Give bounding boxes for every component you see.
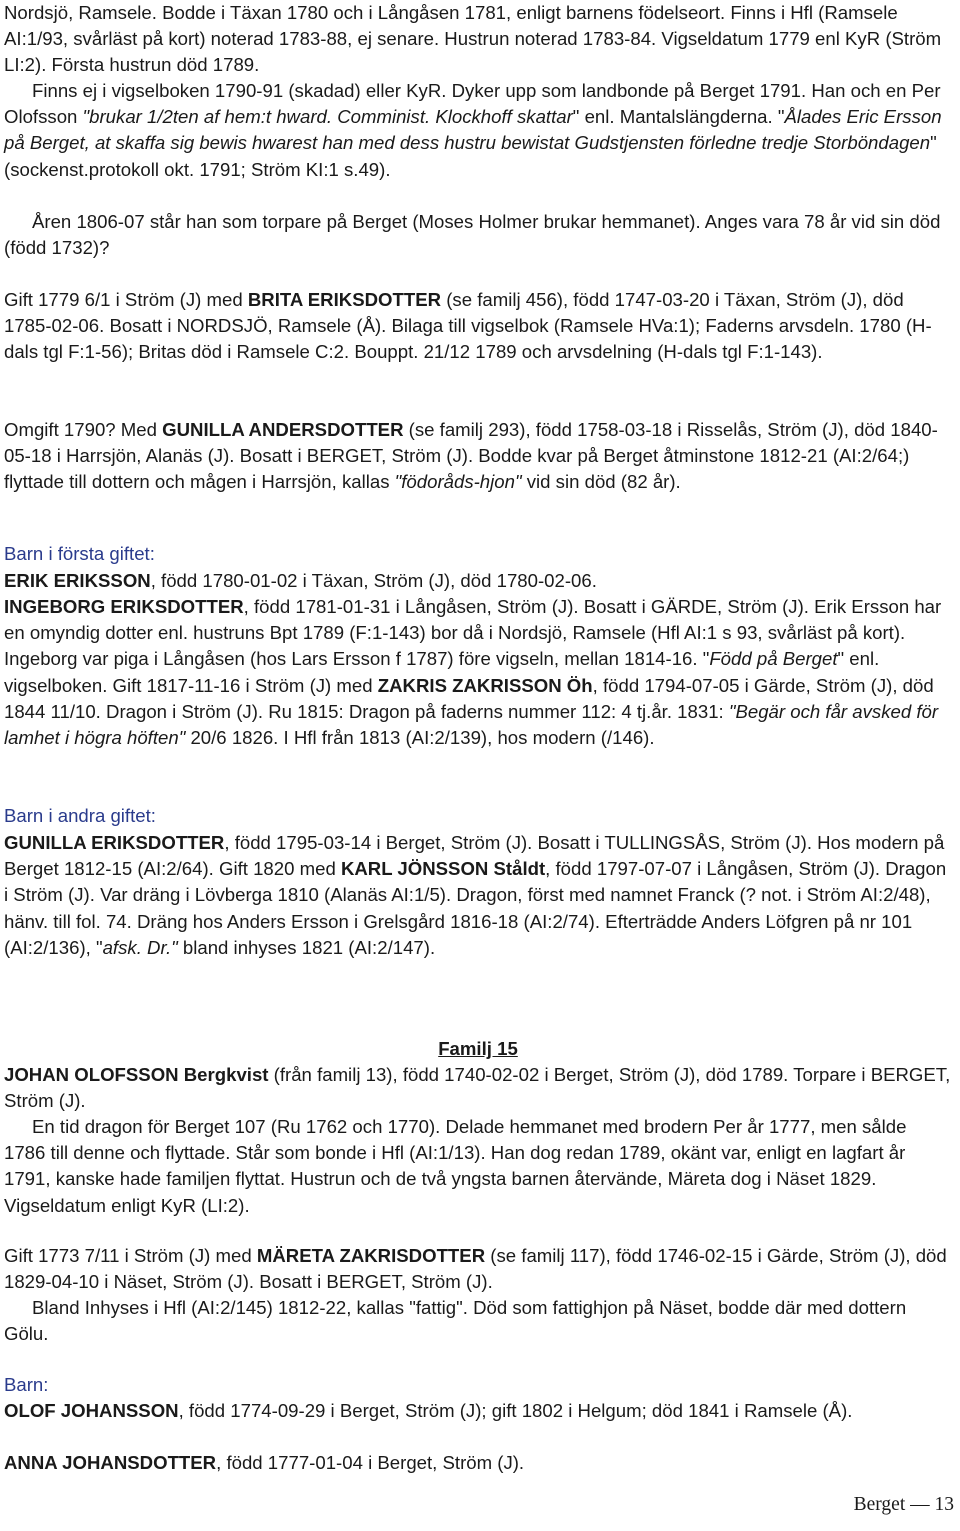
quote: "Begär och får avsked för lamhet i högra höften" <box>4 700 939 749</box>
person-name: MÄRETA ZAKRISDOTTER <box>256 1245 486 1266</box>
text: , född 1797-07-07 i Långåsen, Ström (J). Dragon i Ström (J). Var dräng i Lövberga 1810 (Alanäs AI:1/5). Dragon, först med namnet Franck (? not. i Ström AI:2/48), hänv. till fol. 74. Dräng hos Anders Ersson i Grelsgård 1816-18 (AI:2/74). Efterträdde Anders Löfgren på nr 101 (AI:2/136), " <box>4 858 947 958</box>
text: , född 1777-01-04 i Berget, Ström (J). <box>216 1452 525 1473</box>
text: Barn: <box>4 1374 49 1395</box>
person-name: ANNA JOHANSDOTTER <box>4 1452 217 1473</box>
person-name: GUNILLA ANDERSDOTTER <box>162 419 404 440</box>
text: Bland Inhyses i Hfl (AI:2/145) 1812-22, kallas "fattig". Död som fattighjon på Näset, bodde där med dottern Gölu. <box>4 1297 907 1345</box>
paragraph-gift-1779 <box>4 287 952 366</box>
text: (från familj 13), född 1740-02-02 i Berget, Ström (J), död 1789. Torpare i BERGET, Ström (J). <box>4 1064 951 1112</box>
child-gunilla-eriksdotter <box>4 830 952 961</box>
text: Omgift 1790? Med <box>4 419 163 440</box>
text: , född 1794-07-05 i Gärde, Ström (J), död 1844 11/10. Dragon i Ström (J). Ru 1815: Dragon på faderns nummer 112: 4 tj.år. 1831: <box>4 674 934 722</box>
paragraph-nordsjo <box>4 0 952 79</box>
quote: "brukar 1/2ten af hem:t hward. Comminist. Klockhoff skattar <box>82 106 573 128</box>
paragraph-omgift-1790 <box>4 417 952 496</box>
person-name: INGEBORG ERIKSDOTTER <box>4 596 244 617</box>
quote: "födoråds-hjon" <box>394 471 522 493</box>
paragraph-dragon-berget <box>4 1114 952 1219</box>
person-name: ZAKRIS ZAKRISSON Öh <box>377 674 593 696</box>
text: bland inhyses 1821 (AI:2/147). <box>177 936 436 958</box>
person-name: GUNILLA ERIKSDOTTER <box>4 832 225 853</box>
paragraph-berget-1791 <box>4 78 952 183</box>
text: Barn i första giftet: <box>4 543 155 564</box>
child-erik-eriksson <box>4 568 952 594</box>
text: " enl. Mantalslängderna. " <box>572 106 785 128</box>
paragraph-torpare <box>4 209 952 261</box>
child-anna-johansdotter <box>4 1450 952 1476</box>
label-barn-forsta-giftet <box>4 541 952 567</box>
text: Finns ej i vigselboken 1790-91 (skadad) eller KyR. Dyker upp som landbonde på Berget 1791. Han och en Per Olofsson <box>4 80 941 128</box>
text: Gift 1779 6/1 i Ström (J) med <box>4 289 248 310</box>
text: vid sin död (82 år). <box>521 471 681 493</box>
text: (se familj 117), född 1746-02-15 i Gärde, Ström (J), död 1829-04-10 i Näset, Ström (J). Bosatt i BERGET, Ström (J). <box>4 1245 947 1293</box>
quote: Ålades Eric Ersson på Berget, at skaffa sig bewis hwarest han med dess hustru bewistat Gudstjensten förledne tredje Storböndagen <box>4 106 942 154</box>
person-name: JOHAN OLOFSSON Bergkvist <box>4 1064 269 1085</box>
label-barn <box>4 1372 952 1398</box>
child-ingeborg-eriksdotter <box>4 594 952 751</box>
person-name: OLOF JOHANSSON <box>4 1400 179 1421</box>
text: , född 1780-01-02 i Täxan, Ström (J), död 1780-02-06. <box>150 570 597 591</box>
person-name: KARL JÖNSSON Ståldt <box>340 858 546 880</box>
text: , född 1774-09-29 i Berget, Ström (J); gift 1802 i Helgum; död 1841 i Ramsele (Å). <box>178 1400 853 1421</box>
text: Barn i andra giftet: <box>4 805 156 826</box>
text: (se familj 293), född 1758-03-18 i Risselås, Ström (J), död 1840-05-18 i Harrsjön, Alanäs (J). Bosatt i BERGET, Ström (J). Bodde kvar på Berget åtminstone 1812-21 (AI:2/64;) flyttade till dottern och mågen i Harrsjön, kallas <box>4 419 938 493</box>
paragraph-johan-olofsson <box>4 1062 952 1114</box>
text: Nordsjö, Ramsele. Bodde i Täxan 1780 och i Långåsen 1781, enligt barnens födelseort. Finns i Hfl (Ramsele AI:1/93, svårläst på kort) noterad 1783-88, ej senare. Hustrun noterad 1783-84. Vigseldatum 1779 enl KyR (Ström LI:2). Första hustrun död 1789. <box>4 2 942 76</box>
quote: Född på Berget <box>709 648 838 670</box>
text: 20/6 1826. I Hfl från 1813 (AI:2/139), hos modern (/146). <box>185 727 655 749</box>
text: , född 1781-01-31 i Långåsen, Ström (J). Bosatt i GÄRDE, Ström (J). Erik Ersson har en omyndig dotter enl. hustruns Bpt 1789 (F:1-143) bor då i Nordsjö, Ramsele (Hfl AI:1 s 93, svårläst på kort). Ingeborg var piga i Långåsen (hos Lars Ersson f 1787) före vigseln, mellan 1814-16. " <box>4 596 942 670</box>
paragraph-inhyses <box>4 1295 952 1347</box>
text: Gift 1773 7/11 i Ström (J) med <box>4 1245 257 1266</box>
quote: afsk. Dr." <box>102 936 178 958</box>
person-name: BRITA ERIKSDOTTER <box>247 289 442 310</box>
text: " enl. vigselboken. Gift 1817-11-16 i Ström (J) med <box>4 648 880 696</box>
text: , född 1795-03-14 i Berget, Ström (J). Bosatt i TULLINGSÅS, Ström (J). Hos modern på Berget 1812-15 (AI:2/64). Gift 1820 med <box>4 832 945 880</box>
paragraph-gift-1773 <box>4 1243 952 1295</box>
page-footer: Berget — 13 <box>853 1494 954 1515</box>
person-name: ERIK ERIKSSON <box>4 570 151 591</box>
child-olof-johansson <box>4 1398 952 1424</box>
text: (se familj 456), född 1747-03-20 i Täxan, Ström (J), död 1785-02-06. Bosatt i NORDSJÖ, Ramsele (Å). Bilaga till vigselbok (Ramsele HVa:1); Faderns arvsdeln. 1780 (H-dals tgl F:1-56); Britas död i Ramsele C:2. Bouppt. 21/12 1789 och arvsdelning (H-dals tgl F:1-143). <box>4 289 932 363</box>
section-heading-familj-15 <box>4 1036 952 1062</box>
label-barn-andra-giftet <box>4 803 952 829</box>
heading-text: Familj 15 <box>438 1038 518 1059</box>
text: En tid dragon för Berget 107 (Ru 1762 och 1770). Delade hemmanet med brodern Per år 1777, men sålde 1786 till denne och flyttade. Står som bonde i Hfl (AI:1/13). Han dog redan 1789, okänt var, enligt en lagfart år 1791, kanske hade familjen flyttat. Hustrun och de två yngsta barnen återvände, Märeta dog i Näset 1829. Vigseldatum enligt KyR (LI:2). <box>4 1116 907 1216</box>
text: " (sockenst.protokoll okt. 1791; Ström KI:1 s.49). <box>4 132 937 180</box>
text: Åren 1806-07 står han som torpare på Berget (Moses Holmer brukar hemmanet). Anges vara 78 år vid sin död (född 1732)? <box>4 211 941 259</box>
